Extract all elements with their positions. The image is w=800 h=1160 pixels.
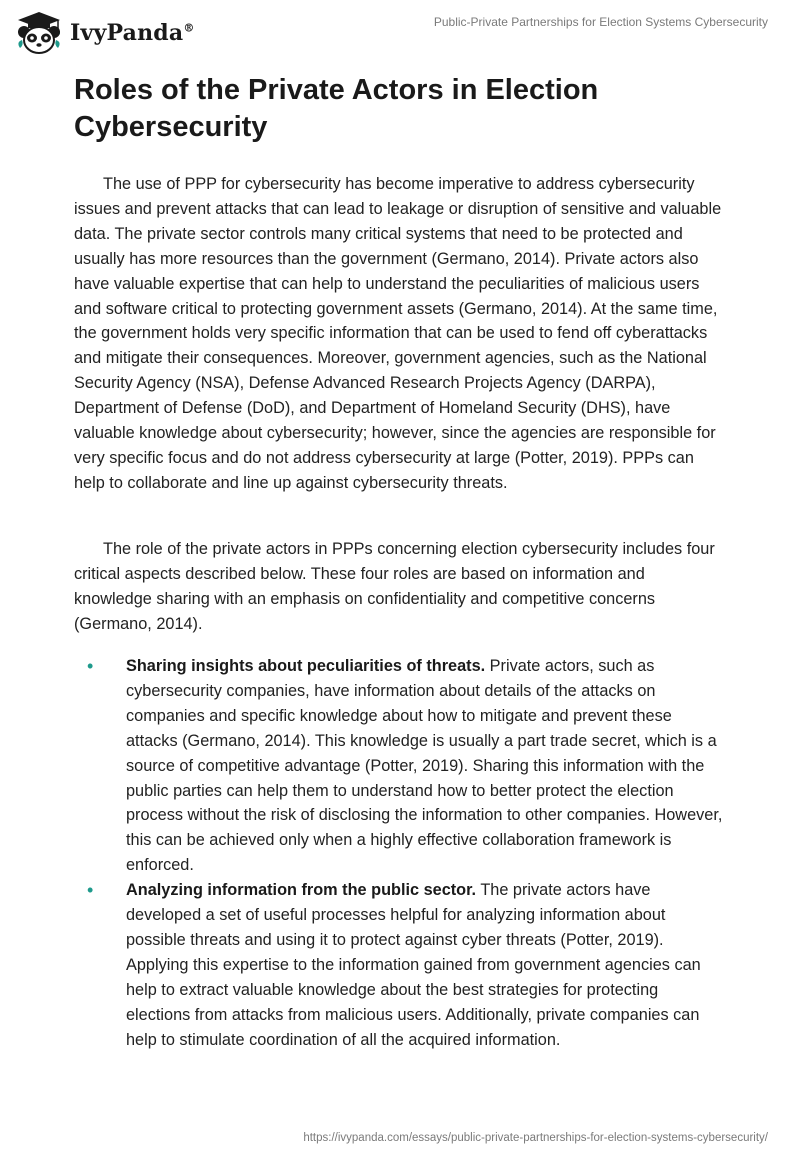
bullet-icon: • — [87, 656, 94, 676]
bullet-list — [74, 654, 726, 1053]
document-title: Public-Private Partnerships for Election Systems Cybersecurity — [433, 15, 768, 29]
brand-name: IvyPanda® — [70, 20, 195, 46]
list-item-text: The private actors have developed a set of useful processes helpful for analyzing information about possible threats and using it to protect against cyber threats (Potter, 2019). Applying this expertise to the information gained from government agencies can help to extract valuable knowledge about the best strategies for protecting elections from attacks from malicious users. Additionally, private companies can help to stimulate coordination of all the acquired information. — [126, 881, 701, 1049]
brand-logo[interactable] — [14, 8, 195, 58]
paragraph: The role of the private actors in PPPs concerning election cybersecurity includes four critical aspects described below. These four roles are based on information and knowledge sharing with an emphasis on confidentiality and competitive concerns (Germano, 2014). — [74, 540, 715, 633]
source-url-link[interactable]: https://ivypanda.com/essays/public-private-partnerships-for-election-systems-cybersecurity/ — [303, 1132, 768, 1144]
list-item — [74, 878, 726, 1052]
bullet-icon: • — [87, 880, 94, 901]
list-item-title: Sharing insights about peculiarities of threats. — [126, 657, 486, 675]
panda-mascot-icon — [14, 10, 64, 56]
section-heading: Roles of the Private Actors in Election Cybersecurity — [74, 74, 599, 143]
paragraph: The use of PPP for cybersecurity has become imperative to address cybersecurity issues and prevent attacks that can lead to leakage or disruption of sensitive and valuable data. The private sector controls many critical systems that need to be protected and usually has more resources than the government (Germano, 2014). Private actors also have valuable expertise that can help to understand the peculiarities of malicious users and software critical to protecting government assets (Germano, 2014). At the same time, the government holds very specific information that can be used to fend off cyberattacks and mitigate their consequences. Moreover, government agencies, such as the National Security Agency (NSA), Defense Advanced Research Projects Agency (DARPA), Department of Defense (DoD), and Department of Homeland Security (DHS), have valuable knowledge about cybersecurity; however, since the agencies are responsible for very specific focus and do not address cybersecurity at large (Potter, 2019). PPPs can help to collaborate and line up against cybersecurity threats. — [74, 175, 722, 492]
list-item — [74, 654, 726, 878]
list-item-text: Private actors, such as cybersecurity companies, have information about details of the attacks on companies and specific knowledge about how to mitigate and prevent these attacks (Germano, 2014). This knowledge is usually a part trade secret, which is a source of competitive advantage (Potter, 2019). Sharing this information with the public parties can help them to understand how to better protect the election process without the risk of disclosing the information to other companies. However, this can be achieved only when a highly effective collaboration framework is enforced. — [126, 657, 723, 875]
list-item-title: Analyzing information from the public sector. — [126, 881, 477, 900]
